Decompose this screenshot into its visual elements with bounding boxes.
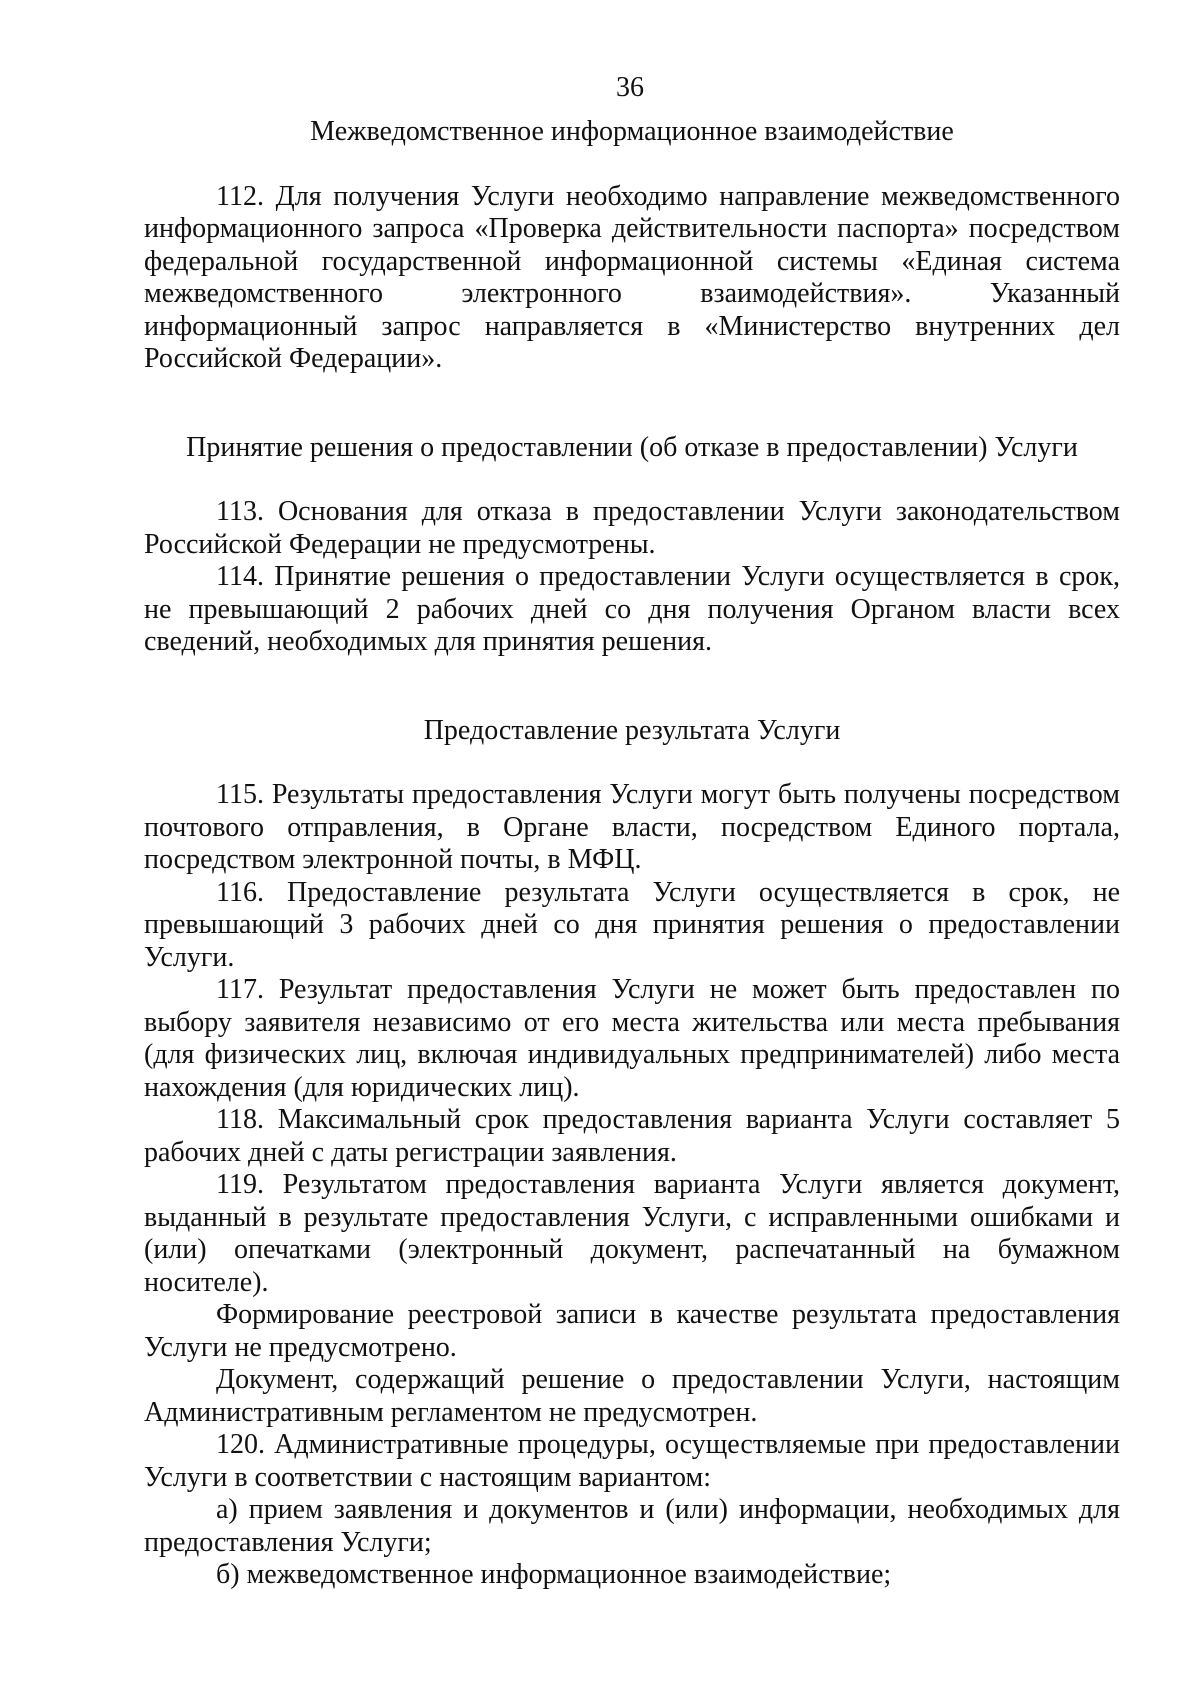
page-number: 36 — [616, 72, 644, 103]
document-body — [144, 116, 1120, 1592]
paragraph-118: 118. Максимальный срок предоставления варианта Услуги составляет 5 рабочих дней с даты регистрации заявления. — [144, 1104, 1120, 1168]
paragraph-113: 113. Основания для отказа в предоставлении Услуги законодательством Российской Федерации не предусмотрены. — [144, 496, 1120, 560]
paragraph-117: 117. Результат предоставления Услуги не может быть предоставлен по выбору заявителя независимо от его места жительства или места пребывания (для физических лиц, включая индивидуальных предпринимателей) либо места нахождения (для юридических лиц). — [144, 974, 1120, 1103]
section-heading-decision: Принятие решения о предоставлении (об отказе в предоставлении) Услуги — [186, 431, 1078, 463]
paragraph-119: 119. Результатом предоставления варианта Услуги является документ, выданный в результате предоставления Услуги, с исправленными ошибками и (или) опечатками (электронный документ, распечатанный на бумажном носителе). — [144, 1169, 1120, 1298]
paragraph-120: 120. Административные процедуры, осуществляемые при предоставлении Услуги в соответствии с настоящим вариантом: — [144, 1429, 1120, 1493]
paragraph-116: 116. Предоставление результата Услуги осуществляется в срок, не превышающий 3 рабочих дней со дня принятия решения о предоставлении Услуги. — [144, 876, 1120, 973]
paragraph-114: 114. Принятие решения о предоставлении Услуги осуществляется в срок, не превышающий 2 рабочих дней со дня получения Органом власти всех сведений, необходимых для принятия решения. — [144, 561, 1120, 657]
paragraph-112: 112. Для получения Услуги необходимо направление межведомственного информационного запроса «Проверка действительности паспорта» посредством федеральной государственной информационной системы «Единая система межведомственного электронного взаимодействия». Указанный информационный запрос направляется в «Министерство внутренних дел Российской Федерации». — [144, 180, 1120, 374]
paragraph-115: 115. Результаты предоставления Услуги могут быть получены посредством почтового отправления, в Органе власти, посредством Единого портала, посредством электронной почты, в МФЦ. — [144, 779, 1120, 875]
paragraph-decision-document: Документ, содержащий решение о предоставлении Услуги, настоящим Административным регламентом не предусмотрен. — [144, 1364, 1120, 1428]
section-heading-interagency: Межведомственное информационное взаимодействие — [310, 116, 954, 147]
list-item-b: б) межведомственное информационное взаимодействие; — [216, 1559, 892, 1590]
list-item-a: а) прием заявления и документов и (или) информации, необходимых для предоставления Услуги; — [144, 1494, 1120, 1558]
section-heading-result: Предоставление результата Услуги — [423, 714, 841, 746]
paragraph-registry-record: Формирование реестровой записи в качестве результата предоставления Услуги не предусмотрено. — [144, 1299, 1120, 1363]
